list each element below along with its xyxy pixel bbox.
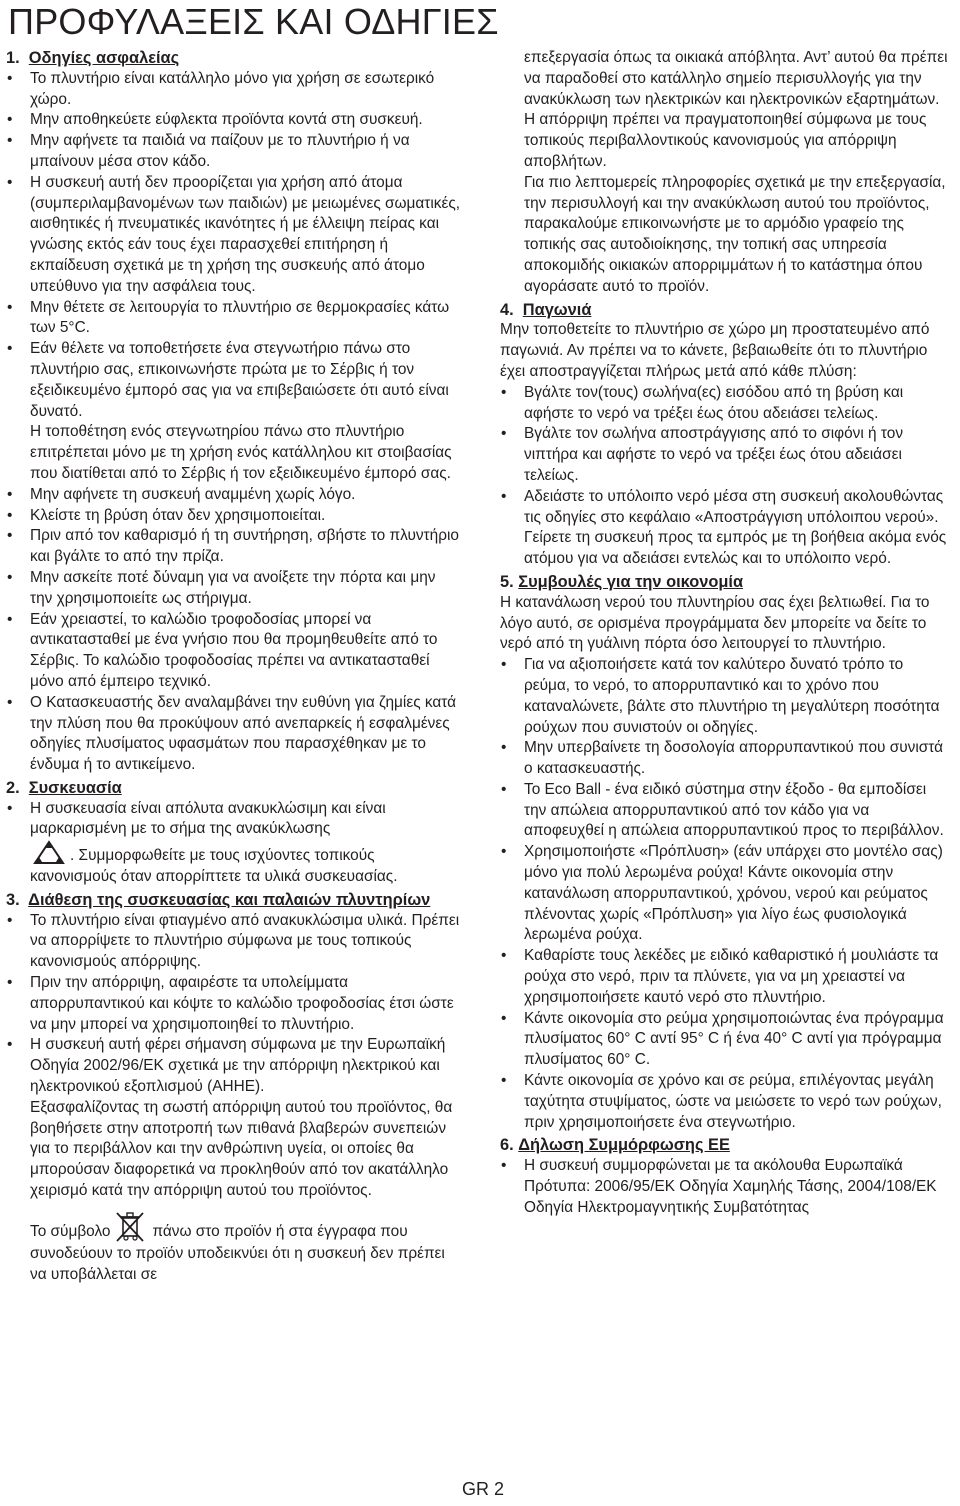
list-item: • Για να αξιοποιήσετε κατά τον καλύτερο δυνατό τρόπο το ρεύμα, το νερό, το απορρυπαντικό και το χρόνο που καταναλώνετε, βάλτε στο πλυντήριο τη μεγαλύτερη ποσότητα ρούχων που συνιστούν οι οδηγίες. [500, 655, 952, 738]
list-item: • Η συσκευασία είναι απόλυτα ανακυκλώσιμη και είναι μαρκαρισμένη με το σήμα της ανακύκλωσης . Συμμορφωθείτε με τους ισχύοντες τοπικούς κανονισμούς όταν απορρίπτετε τα υλικά συσκευασίας. [6, 799, 462, 888]
list-item: • Εάν χρειαστεί, το καλώδιο τροφοδοσίας μπορεί να αντικατασταθεί με ένα γνήσιο που θα προμηθευθείτε από το Σέρβις. Το καλώδιο τροφοδοσίας πρέπει να αντικατασταθεί μόνο από έμπειρο τεχνικό. [6, 610, 462, 693]
list-item-continuation: Η τοποθέτηση ενός στεγνωτηρίου πάνω στο πλυντήριο επιτρέπεται μόνο με τη χρήση ενός κατάλληλου κιτ στοιβασίας που διατίθεται από το Σέρβις ή τον εξειδικευμένο έμπορό σας. [30, 423, 452, 482]
list-item: • Η συσκευή συμμορφώνεται με τα ακόλουθα Ευρωπαϊκά Πρότυπα: 2006/95/ΕΚ Οδηγία Χαμηλής Τάσης, 2004/108/ΕΚ Οδηγία Ηλεκτρομαγνητικής Συμβατότητας [500, 1156, 952, 1218]
list-item: • Αδειάστε το υπόλοιπο νερό μέσα στη συσκευή ακολουθώντας τις οδηγίες στο κεφάλαιο «Αποστράγγιση υπόλοιπου νερού». Γείρετε τη συσκευή προς τα εμπρός με τη βοήθεια ακόμα ενός ατόμου για να αδειάσει εντελώς και το υπόλοιπο νερό. [500, 487, 952, 570]
list-item: • Ο Κατασκευαστής δεν αναλαμβάνει την ευθύνη για ζημίες κατά την πλύση που θα προκύψουν από ανεπαρκείς ή εσφαλμένες οδηγίες πλυσίματος υφασμάτων που παρασχέθηκαν με το ένδυμα ή το αντικείμενο. [6, 693, 462, 776]
section-heading-4: 4. Παγωνιά [500, 300, 592, 319]
list-item-continuation: Εξασφαλίζοντας τη σωστή απόρριψη αυτού του προϊόντος, θα βοηθήσετε στην αποτροπή των πιθανά βλαβερών συνεπειών για το περιβάλλον και την ανθρώπινη υγεία, οι οποίες θα μπορούσαν διαφορετικά να προκληθούν από τον ακατάλληλο χειρισμό κατά την απόρριψη αυτού του προϊόντος. [30, 1098, 453, 1200]
list-item: • Μην θέτετε σε λειτουργία το πλυντήριο σε θερμοκρασίες κάτω των 5°C. [6, 298, 462, 340]
page-title: ΠΡΟΦΥΛΑΞΕΙΣ ΚΑΙ ΟΔΗΓΙΕΣ [8, 1, 499, 42]
crossed-bin-icon [112, 1210, 150, 1244]
list-item: • Πριν από τον καθαρισμό ή τη συντήρηση, σβήστε το πλυντήριο και βγάλτε το από την πρίζα. [6, 526, 462, 568]
list-item: • Μην αφήνετε τη συσκευή αναμμένη χωρίς λόγο. [6, 485, 462, 506]
list-item: • Το Eco Ball - ένα ειδικό σύστημα στην έξοδο - θα εμποδίσει την απώλεια απορρυπαντικού από τον κάδο για να αποφευχθεί η απώλεια απορρυπαντικού προς το περιβάλλον. [500, 780, 952, 842]
section-heading-5: 5. Συμβουλές για την οικονομία [500, 572, 744, 591]
list-item: • Χρησιμοποιήστε «Πρόπλυση» (εάν υπάρχει στο μοντέλο σας) μόνο για πολύ λερωμένα ρούχα! Κάντε οικονομία στην κατανάλωση απορρυπαντικού, χρόνου, νερού και ρεύματος πλένοντας χωρίς «Πρόπλυση» για λίγο έως φυσιολογικά λερωμένα ρούχα. [500, 842, 952, 946]
list-item: • Το πλυντήριο είναι κατάλληλο μόνο για χρήση σε εσωτερικό χώρο. [6, 69, 462, 111]
list-item: • Βγάλτε τον(τους) σωλήνα(ες) εισόδου από τη βρύση και αφήστε το νερό να τρέξει έως ότου αδειάσει τελείως. [500, 383, 952, 425]
list-item: • Πριν την απόρριψη, αφαιρέστε τα υπολείμματα απορρυπαντικού και κόψτε το καλώδιο τροφοδοσίας έτσι ώστε να μην μπορεί να χρησιμοποιηθεί το πλυντήριο. [6, 973, 462, 1035]
list-item: • Βγάλτε τον σωλήνα αποστράγγισης από το σιφόνι ή τον νιπτήρα και αφήστε το νερό να τρέξει έως ότου αδειάσει τελείως. [500, 424, 952, 486]
list-item-continuation: Για πιο λεπτομερείς πληροφορίες σχετικά με την επεξεργασία, την περισυλλογή και την ανακύκλωση αυτού του προϊόντος, παρακαλούμε επικοινωνήστε με το αρμόδιο γραφείο της τοπικής σας αυτοδιοίκησης, την τοπική σας υπηρεσία αποκομιδής οικιακών απορριμμάτων ή το κατάστημα όπου αγοράσατε αυτό το προϊόν. [524, 173, 946, 295]
list-item: • Κάντε οικονομία σε χρόνο και σε ρεύμα, επιλέγοντας μεγάλη ταχύτητα στυψίματος, ώστε να μειώσετε το νερό των ρούχων, πριν χρησιμοποιήσετε ένα στεγνωτήριο. [500, 1071, 952, 1133]
list-item: • Η συσκευή αυτή δεν προορίζεται για χρήση από άτομα (συμπεριλαμβανομένων των παιδιών) με μειωμένες σωματικές, αισθητικές ή πνευματικές ικανότητες ή με έλλειψη πείρας και γνώσης εκτός εάν τους έχει παρασχεθεί επιτήρηση ή εκπαίδευση σχετικά με τη χρήση της συσκευής από άτομο υπεύθυνο για την ασφάλεια τους. [6, 173, 462, 298]
section-heading-6: 6. Δήλωση Συμμόρφωσης ΕΕ [500, 1136, 730, 1155]
section-intro: Μην τοποθετείτε το πλυντήριο σε χώρο μη προστατευμένο από παγωνιά. Αν πρέπει να το κάνετε, βεβαιωθείτε ότι το πλυντήριο έχει αποστραγγίζεται πλήρως μετά από κάθε πλύση: [500, 321, 930, 380]
list-item-continuation: επεξεργασία όπως τα οικιακά απόβλητα. Αντ’ αυτού θα πρέπει να παραδοθεί στο κατάλληλο σημείο περισυλλογής για την ανακύκλωση των ηλεκτρικών και ηλεκτρονικών εξαρτημάτων. [524, 49, 948, 108]
section-intro: Η κατανάλωση νερού του πλυντηρίου σας έχει βελτιωθεί. Για το λόγο αυτό, σε ορισμένα προγράμματα δεν μπορείτε να δείτε το νερό από τη γυάλινη πόρτα όσο λειτουργεί το πλυντήριο. [500, 593, 930, 653]
section-heading-3: 3. Διάθεση της συσκευασίας και παλαιών πλυντηρίων [6, 890, 431, 909]
list-item: • Μην αποθηκεύετε εύφλεκτα προϊόντα κοντά στη συσκευή. [6, 110, 462, 131]
recycle-icon [32, 840, 70, 866]
list-item: • Καθαρίστε τους λεκέδες με ειδικό καθαριστικό ή μουλιάστε τα ρούχα στο νερό, πριν τα πλύνετε, για να μη χρειαστεί να χρησιμοποιήσετε καυτό νερό στο πλυντήριο. [500, 946, 952, 1008]
left-column [6, 48, 462, 1285]
page-number: GR 2 [462, 1479, 505, 1499]
list-item: • Κλείστε τη βρύση όταν δεν χρησιμοποιείται. [6, 506, 462, 527]
list-item: • Εάν θέλετε να τοποθετήσετε ένα στεγνωτήριο πάνω στο πλυντήριο σας, επικοινωνήστε πρώτα με το Σέρβις ή τον εξειδικευμένο έμπορό σας για να επιβεβαιώσετε ότι αυτό είναι δυνατό. [6, 339, 462, 422]
section-heading-2: 2. Συσκευασία [6, 778, 122, 797]
section-heading-1: 1. Οδηγίες ασφαλείας [6, 49, 180, 67]
list-item: • Το πλυντήριο είναι φτιαγμένο από ανακυκλώσιμα υλικά. Πρέπει να απορρίψετε το πλυντήριο σύμφωνα με τους τοπικούς κανονισμούς απόρριψης. [6, 911, 462, 973]
weee-symbol-text: Το σύμβολο πάνω στο προϊόν ή στα έγγραφα που συνοδεύουν το προϊόν υποδεικνύει ότι η συσκευή δεν πρέπει να υποβάλλεται σε [6, 1210, 462, 1286]
list-item: • Κάντε οικονομία στο ρεύμα χρησιμοποιώντας ένα πρόγραμμα πλυσίματος 60° C αντί 95° C ή ένα 40° C αντί για πρόγραμμα πλυσίματος 60° C. [500, 1009, 952, 1071]
list-item: • Η συσκευή αυτή φέρει σήμανση σύμφωνα με την Ευρωπαϊκή Οδηγία 2002/96/ΕΚ σχετικά με την απόρριψη ηλεκτρικού και ηλεκτρονικού εξοπλισμού (ΑΗΗΕ). [6, 1035, 462, 1097]
right-column [500, 48, 952, 1219]
list-item-continuation: Η απόρριψη πρέπει να πραγματοποιηθεί σύμφωνα με τους τοπικούς περιβαλλοντικούς κανονισμούς για απόρριψη αποβλήτων. [524, 111, 927, 170]
list-item: • Μην υπερβαίνετε τη δοσολογία απορρυπαντικού που συνιστά ο κατασκευαστής. [500, 738, 952, 780]
list-item: • Μην αφήνετε τα παιδιά να παίζουν με το πλυντήριο ή να μπαίνουν μέσα στον κάδο. [6, 131, 462, 173]
list-item: • Μην ασκείτε ποτέ δύναμη για να ανοίξετε την πόρτα και μην την χρησιμοποιείτε ως στήριγμα. [6, 568, 462, 610]
